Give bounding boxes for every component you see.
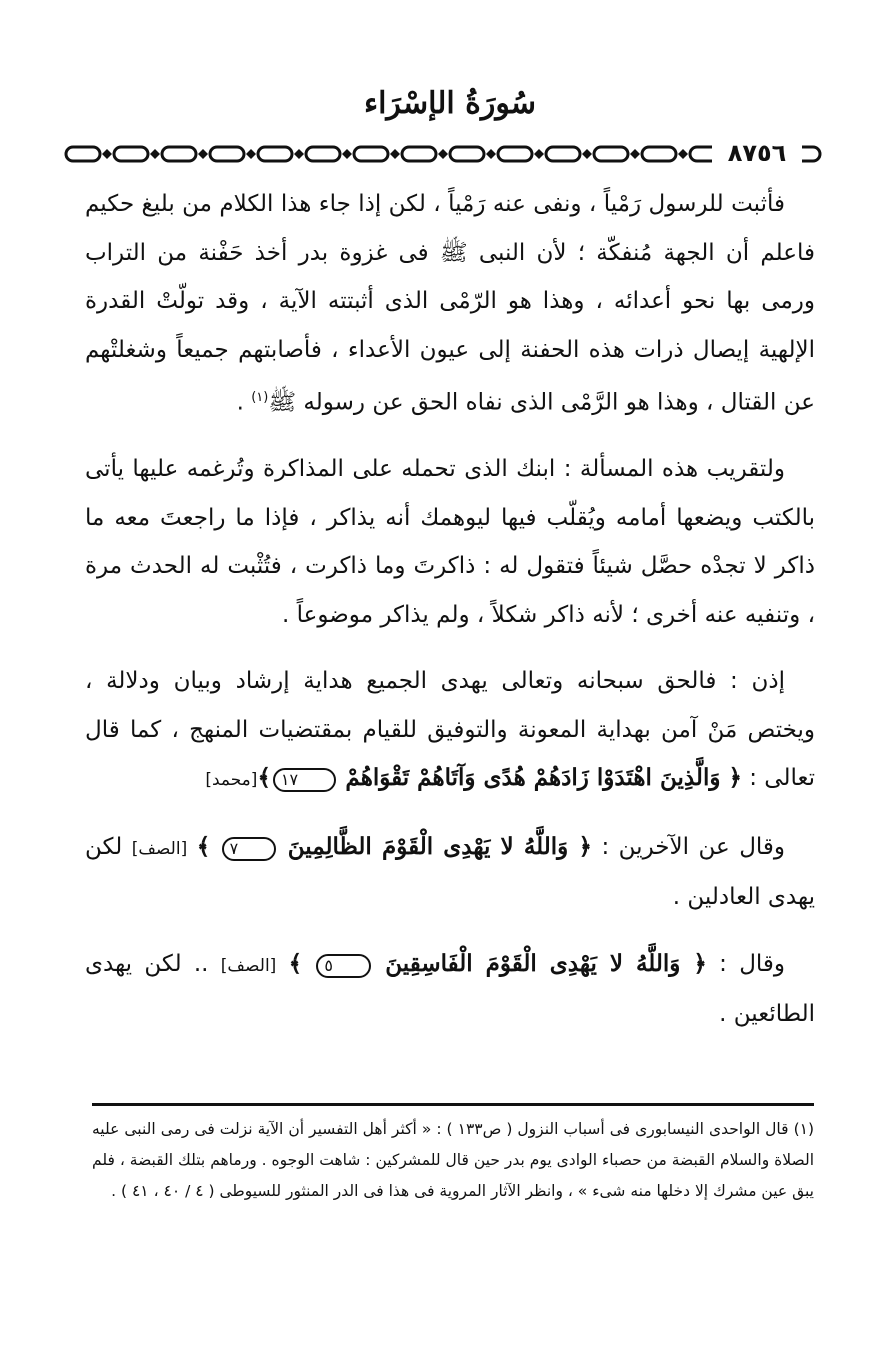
paragraph-5-end: .. لكن يهدى الطائعين . [85,950,815,1028]
verse-close-bracket: ﴾ [288,949,303,977]
footnote: (١) قال الواحدى النيسابورى فى أسباب النزول ( ص١٣٣ ) : « أكثر أهل التفسير أن الآية نزلت فى رمى النبى عليه الصلاة والسلام القبضة من حصباء الوادى يوم بدر حين قال للمشركين : شاهت الوجوه . ورماهم بتلك القبضة ، فلم يبق عين مشرك إلا دخلها منه شىء » ، وانظر الآثار المروية فى هذا فى الدر المنثور للسيوطى ( ٤ / ٤٠ ، ٤١ ) . [92,1120,815,1200]
chain-diamond [630,149,640,159]
chain-diamond [342,149,352,159]
chain-diamond [582,149,592,159]
verse-close-bracket: ﴾ [257,764,271,792]
chain-diamond [150,149,160,159]
chain-diamond [534,149,544,159]
quran-verse-saff-7: ﴿ وَاللَّهُ لا يَهْدِى الْقَوْمَ الظَّالِمِينَ [287,832,592,860]
chain-link [114,147,148,161]
paragraph-1-text: فأثبت للرسول رَمْياً ، ونفى عنه رَمْياً ، لكن إذا جاء هذا الكلام من بليغ حكيم فاعلم أن الجهة مُنفكّة ؛ لأن النبى ﷺ فى غزوة بدر أخذ حَفْنة من التراب ورمى بها نحو أعدائه ، وهذا هو الرّمْى الذى أثبتته الآية ، وقد تولّتْ القدرة الإلهية إيصال ذرات هذه الحفنة إلى عيون الأعداء ، فأصابتهم جميعاً وشغلتْهم عن القتال ، وهذا هو الرَّمْى الذى نفاه الحق عن رسوله ﷺ [85,191,815,416]
chain-link [594,147,628,161]
paragraph-3 [85,657,815,805]
surah-reference: [الصف] [131,838,188,859]
chain-diamond [678,149,688,159]
surah-reference: [الصف] [220,955,277,976]
ayah-number: ١٧ [273,768,336,792]
chain-diamond [102,149,112,159]
paragraph-5-text: وقال : [719,950,786,977]
chain-link [402,147,436,161]
surah-title: سُورَةُ الإسْرَاء [363,86,537,121]
chain-link [258,147,292,161]
surah-reference: [محمد] [205,770,258,791]
chain-diamond [438,149,448,159]
chain-diamond [198,149,208,159]
footnote-marker: (١) [251,390,269,405]
verse-close-bracket: ﴾ [196,832,211,860]
page-number: ٨٧٥٦ [712,136,802,170]
quran-verse-muhammad: ﴿ وَالَّذِينَ اهْتَدَوْا زَادَهُمْ هُدًى وَآتَاهُمْ تَقْوَاهُمْ [345,764,742,792]
chain-link [162,147,196,161]
chain-link [450,147,484,161]
chain-link [642,147,676,161]
ayah-number: ٥ [316,954,371,978]
chain-link [66,147,100,161]
paragraph-4-end: لكن يهدى العادلين . [85,833,815,911]
chain-link [306,147,340,161]
paragraph-4-text: وقال عن الآخرين : [601,833,786,860]
quran-verse-saff-5: ﴿ وَاللَّهُ لا يَهْدِى الْقَوْمَ الْفَاسِقِينَ [385,949,707,977]
chain-diamond [486,149,496,159]
chain-link [354,147,388,161]
paragraph-4 [85,823,815,922]
chain-link [210,147,244,161]
paragraph-1-end: . [236,389,252,416]
chain-link [498,147,532,161]
ayah-number: ٧ [222,837,277,861]
chain-link [546,147,580,161]
paragraph-1 [85,180,815,427]
paragraph-5 [85,940,815,1039]
chain-diamond [294,149,304,159]
chain-diamond [246,149,256,159]
paragraph-2: ولتقريب هذه المسألة : ابنك الذى تحمله على المذاكرة وتُرغمه عليها يأتى بالكتب ويضعها أمامه ويُقلّب فيها ليوهمك أنه يذاكر ، فإذا ما راجعتَ معه ما ذاكر لا تجدْه حصَّل شيئاً فتقول له : ذاكرتَ وما ذاكرت ، فتُثْبت له الحدث مرة ، وتنفيه عنه أخرى ؛ لأنه ذاكر شكلاً ، ولم يذاكر موضوعاً . [85,456,815,628]
footnote-separator [92,1103,814,1106]
main-text [85,180,815,1057]
chain-diamond [390,149,400,159]
paragraph-3-text: إذن : فالحق سبحانه وتعالى يهدى الجميع هداية إرشاد وبيان ودلالة ، ويختص مَنْ آمن بهداية المعونة والتوفيق للقيام بمقتضيات المنهج ، كما قال تعالى : [85,668,815,792]
